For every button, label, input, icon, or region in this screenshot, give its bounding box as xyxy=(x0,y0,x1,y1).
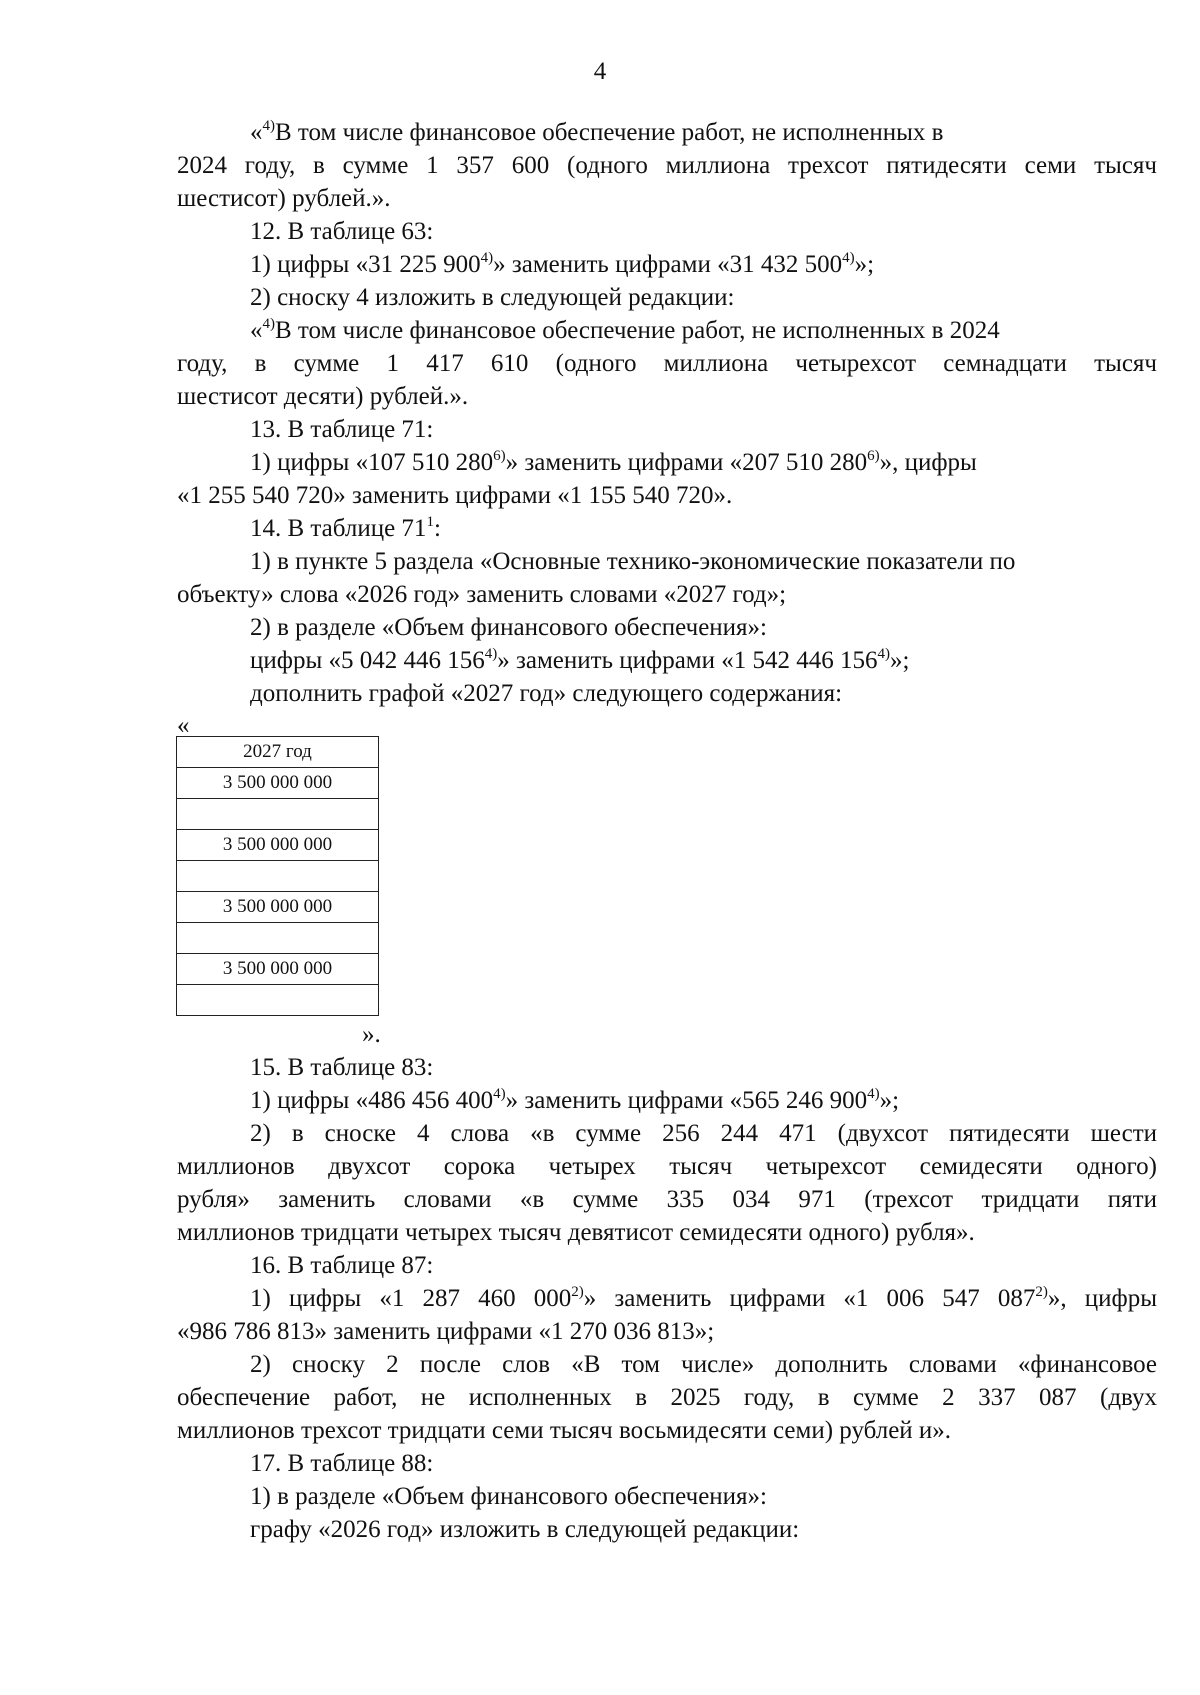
text-fragment: « xyxy=(250,119,263,146)
text-line xyxy=(177,580,786,610)
text-line xyxy=(250,1515,799,1545)
text-line xyxy=(250,646,909,676)
text-line xyxy=(250,613,767,643)
footnote-mark: 6) xyxy=(867,448,880,464)
text-line xyxy=(177,151,1157,181)
text-fragment: обеспечение работ, не исполненных в 2025 году, в сумме 2 337 087 (двух xyxy=(177,1384,1157,1411)
text-fragment: 2) в сноске 4 слова «в сумме 256 244 471 (двухсот пятидесяти шести xyxy=(250,1120,1157,1147)
text-fragment: «986 786 813» заменить цифрами «1 270 036 813»; xyxy=(177,1318,715,1345)
text-line xyxy=(250,679,842,709)
text-line xyxy=(250,1482,767,1512)
text-line xyxy=(250,1119,1157,1149)
footnote-mark: 4) xyxy=(262,316,275,332)
text-fragment: 2) сноску 4 изложить в следующей редакции: xyxy=(250,284,735,311)
text-fragment: 1) цифры «486 456 400 xyxy=(250,1087,494,1114)
text-line xyxy=(362,1020,381,1050)
text-fragment: 2024 году, в сумме 1 357 600 (одного миллиона трехсот пятидесяти семи тысяч xyxy=(177,152,1157,179)
text-line xyxy=(250,283,734,313)
text-fragment: миллионов трехсот тридцати семи тысяч восьмидесяти семи) рублей и». xyxy=(177,1417,952,1444)
text-fragment: шестисот) рублей.». xyxy=(177,185,391,212)
text-fragment: » заменить цифрами «207 510 280 xyxy=(505,449,868,476)
footnote-mark: 4) xyxy=(262,118,275,134)
text-fragment: », цифры xyxy=(879,449,977,476)
text-fragment: « xyxy=(177,712,190,739)
text-fragment: « xyxy=(250,317,263,344)
footnote-mark: 4) xyxy=(877,646,890,662)
table-cell xyxy=(177,861,379,892)
text-fragment: «1 255 540 720» заменить цифрами «1 155 540 720». xyxy=(177,482,733,509)
footnote-mark: 6) xyxy=(493,448,506,464)
text-fragment: В том числе финансовое обеспечение работ, не исполненных в 2024 xyxy=(275,317,1000,344)
text-line xyxy=(250,316,1000,346)
text-line xyxy=(250,217,433,247)
text-line xyxy=(250,1284,1157,1314)
table-cell: 3 500 000 000 xyxy=(177,830,379,861)
text-fragment: дополнить графой «2027 год» следующего содержания: xyxy=(250,680,843,707)
text-fragment: 13. В таблице 71: xyxy=(250,416,434,443)
text-line xyxy=(250,1449,433,1479)
text-fragment: объекту» слова «2026 год» заменить словами «2027 год»; xyxy=(177,581,787,608)
text-line xyxy=(177,1185,1157,1215)
footnote-mark: 4) xyxy=(484,646,498,662)
text-fragment: рубля» заменить словами «в сумме 335 034 971 (трехсот тридцати пяти xyxy=(177,1186,1157,1213)
column-2027-table xyxy=(176,736,379,1016)
table-cell: 3 500 000 000 xyxy=(177,768,379,799)
text-line xyxy=(250,250,874,280)
text-fragment: » заменить цифрами «565 246 900 xyxy=(505,1087,868,1114)
text-line xyxy=(177,349,1157,379)
footnote-mark: 4) xyxy=(493,1086,506,1102)
text-line xyxy=(250,1053,433,1083)
text-fragment: 1) цифры «1 287 460 000 xyxy=(250,1285,572,1312)
text-fragment: »; xyxy=(879,1087,900,1114)
text-line xyxy=(250,118,943,148)
text-fragment: 15. В таблице 83: xyxy=(250,1054,434,1081)
footnote-mark: 4) xyxy=(867,1086,880,1102)
text-line xyxy=(177,1218,975,1248)
text-line xyxy=(250,514,441,544)
text-line xyxy=(250,547,1015,577)
text-fragment: 17. В таблице 88: xyxy=(250,1450,434,1477)
footnote-mark: 2) xyxy=(1035,1284,1048,1300)
text-fragment: графу «2026 год» изложить в следующей редакции: xyxy=(250,1516,800,1543)
text-fragment: шестисот десяти) рублей.». xyxy=(177,383,469,410)
text-line xyxy=(177,184,391,214)
text-line xyxy=(250,415,433,445)
text-fragment: 1) цифры «107 510 280 xyxy=(250,449,494,476)
table-cell xyxy=(177,923,379,954)
table-header-cell: 2027 год xyxy=(177,737,379,768)
text-fragment: », цифры xyxy=(1047,1285,1157,1312)
text-fragment: В том числе финансовое обеспечение работ, не исполненных в xyxy=(275,119,944,146)
text-fragment: 1) в разделе «Объем финансового обеспечения»: xyxy=(250,1483,768,1510)
text-line xyxy=(177,1383,1157,1413)
text-line xyxy=(177,1416,951,1446)
text-fragment: ». xyxy=(362,1021,381,1048)
text-fragment: 16. В таблице 87: xyxy=(250,1252,434,1279)
page-number: 4 xyxy=(593,58,607,85)
text-line xyxy=(177,1317,714,1347)
text-fragment: »; xyxy=(890,647,910,674)
text-line xyxy=(250,1350,1157,1380)
footnote-mark: 4) xyxy=(842,250,855,266)
text-line xyxy=(250,1251,433,1281)
text-fragment: 2) сноску 2 после слов «В том числе» дополнить словами «финансовое xyxy=(250,1351,1157,1378)
table-cell xyxy=(177,799,379,830)
text-fragment: 2) в разделе «Объем финансового обеспечения»: xyxy=(250,614,768,641)
text-line xyxy=(250,1086,899,1116)
text-fragment: » заменить цифрами «31 432 500 xyxy=(493,251,843,278)
text-fragment: » заменить цифрами «1 542 446 156 xyxy=(497,647,878,674)
text-line xyxy=(177,382,468,412)
text-line xyxy=(177,1152,1157,1182)
text-line xyxy=(250,448,977,478)
footnote-mark: 4) xyxy=(480,250,494,266)
text-fragment: миллионов двухсот сорока четырех тысяч четырехсот семидесяти одного) xyxy=(177,1153,1157,1180)
text-fragment: году, в сумме 1 417 610 (одного миллиона четырехсот семнадцати тысяч xyxy=(177,350,1157,377)
text-fragment: » заменить цифрами «1 006 547 087 xyxy=(583,1285,1036,1312)
text-fragment: 1) в пункте 5 раздела «Основные технико-экономические показатели по xyxy=(250,548,1016,575)
text-fragment: 14. В таблице 71 xyxy=(250,515,427,542)
text-fragment: 12. В таблице 63: xyxy=(250,218,434,245)
text-fragment: цифры «5 042 446 156 xyxy=(250,647,485,674)
footnote-mark: 2) xyxy=(571,1284,584,1300)
table-cell: 3 500 000 000 xyxy=(177,892,379,923)
text-line xyxy=(177,481,732,511)
footnote-mark: 1 xyxy=(426,514,434,530)
table-cell xyxy=(177,985,379,1016)
text-fragment: : xyxy=(433,515,441,542)
text-fragment: »; xyxy=(854,251,875,278)
text-fragment: 1) цифры «31 225 900 xyxy=(250,251,481,278)
text-fragment: миллионов тридцати четырех тысяч девятисот семидесяти одного) рубля». xyxy=(177,1219,975,1246)
table-cell: 3 500 000 000 xyxy=(177,954,379,985)
